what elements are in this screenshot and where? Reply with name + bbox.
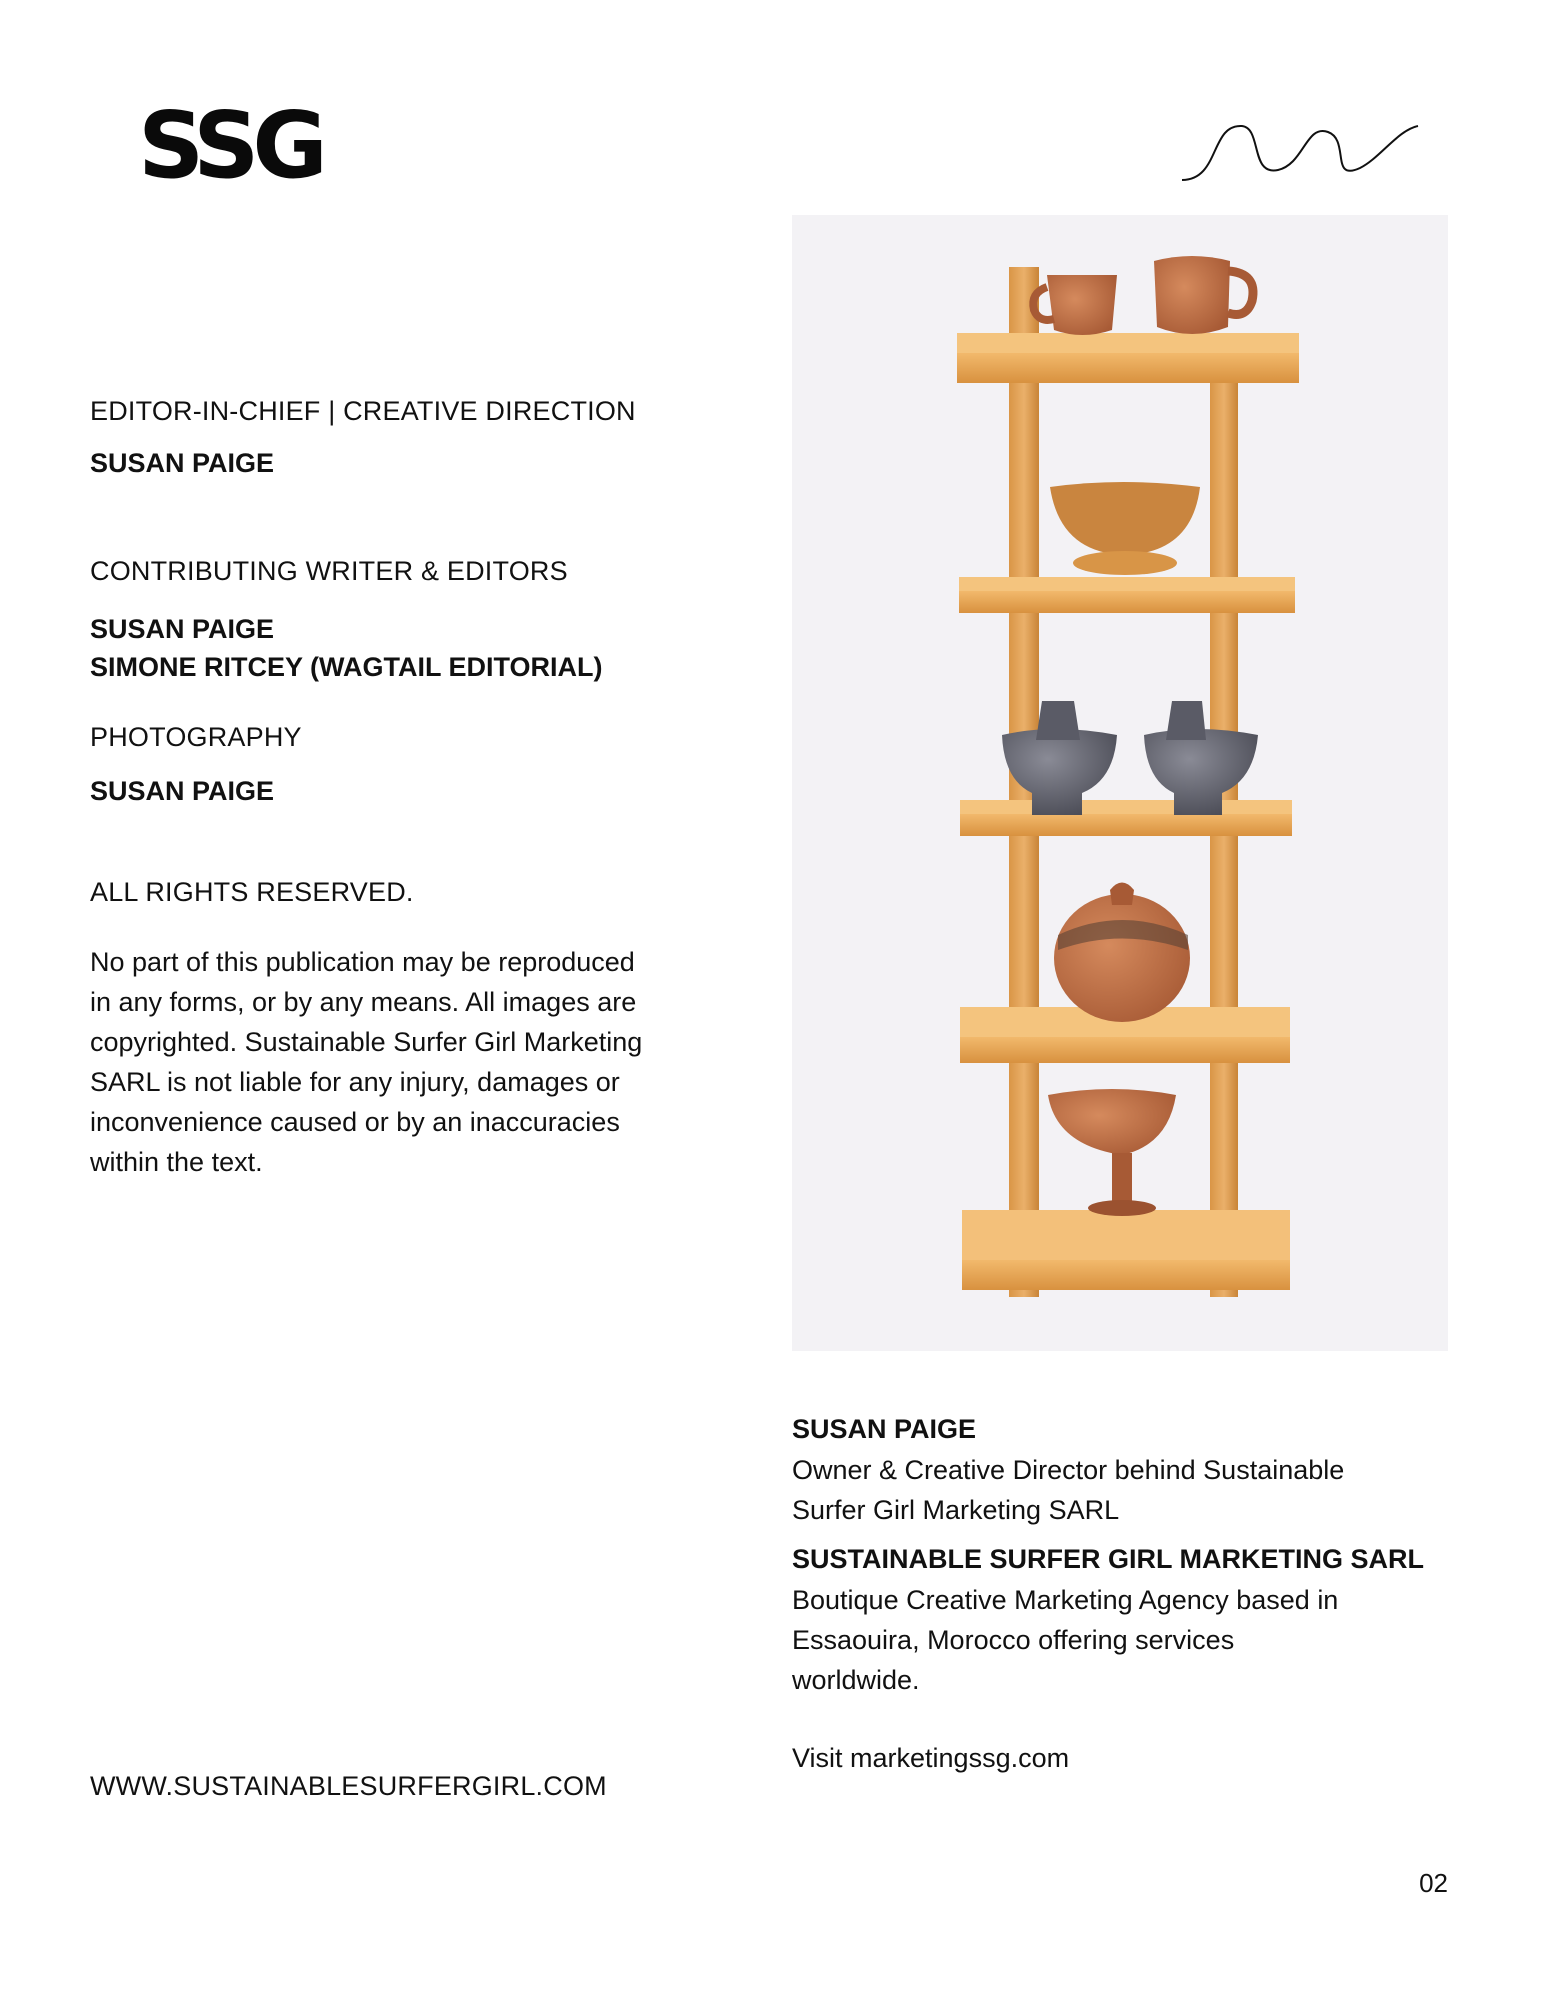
visit-link[interactable]: Visit marketingssg.com bbox=[792, 1743, 1070, 1773]
shelf-photo bbox=[792, 215, 1448, 1351]
disclaimer-line: inconvenience caused or by an inaccuracies bbox=[90, 1107, 620, 1137]
company-line: worldwide. bbox=[792, 1665, 920, 1695]
shelf-illustration bbox=[792, 215, 1448, 1351]
clay-mug bbox=[1154, 256, 1253, 334]
bio-name: SUSAN PAIGE bbox=[792, 1414, 977, 1444]
disclaimer-line: copyrighted. Sustainable Surfer Girl Marketing bbox=[90, 1027, 643, 1057]
shelf bbox=[959, 577, 1295, 613]
disclaimer bbox=[90, 942, 690, 1182]
stone-mortar bbox=[1144, 701, 1258, 815]
editor-label: EDITOR-IN-CHIEF | CREATIVE DIRECTION bbox=[90, 396, 636, 426]
bio-line: Owner & Creative Director behind Sustainable bbox=[792, 1455, 1345, 1485]
disclaimer-line: SARL is not liable for any injury, damages or bbox=[90, 1067, 620, 1097]
editor-name: SUSAN PAIGE bbox=[90, 448, 275, 478]
shelf bbox=[962, 1210, 1290, 1290]
clay-goblet bbox=[1048, 1089, 1176, 1216]
contrib-label: CONTRIBUTING WRITER & EDITORS bbox=[90, 556, 568, 586]
wave-decoration-icon bbox=[1180, 118, 1420, 188]
disclaimer-line: No part of this publication may be reproduced bbox=[90, 947, 635, 977]
company-line: Boutique Creative Marketing Agency based in bbox=[792, 1585, 1339, 1615]
contrib-name: SUSAN PAIGE bbox=[90, 614, 275, 644]
company-line: Essaouira, Morocco offering services bbox=[792, 1625, 1235, 1655]
wooden-bowl bbox=[1050, 482, 1200, 575]
disclaimer-line: in any forms, or by any means. All images are bbox=[90, 987, 637, 1017]
shelf bbox=[960, 800, 1292, 836]
photography-label: PHOTOGRAPHY bbox=[90, 722, 302, 752]
bio-text bbox=[792, 1450, 1344, 1530]
shelf bbox=[957, 333, 1299, 383]
contrib-name: SIMONE RITCEY (WAGTAIL EDITORIAL) bbox=[90, 652, 603, 682]
bio-line: Surfer Girl Marketing SARL bbox=[792, 1495, 1120, 1525]
clay-mug bbox=[1033, 275, 1117, 335]
website-link[interactable]: WWW.SUSTAINABLESURFERGIRL.COM bbox=[90, 1771, 607, 1801]
ssg-logo: SSG bbox=[138, 92, 321, 199]
company-name: SUSTAINABLE SURFER GIRL MARKETING SARL bbox=[792, 1544, 1425, 1574]
disclaimer-line: within the text. bbox=[90, 1147, 263, 1177]
photographer-name: SUSAN PAIGE bbox=[90, 776, 275, 806]
page-number: 02 bbox=[1419, 1868, 1448, 1898]
company-description bbox=[792, 1580, 1338, 1700]
rights-notice: ALL RIGHTS RESERVED. bbox=[90, 877, 414, 907]
clay-pot bbox=[1054, 883, 1190, 1023]
